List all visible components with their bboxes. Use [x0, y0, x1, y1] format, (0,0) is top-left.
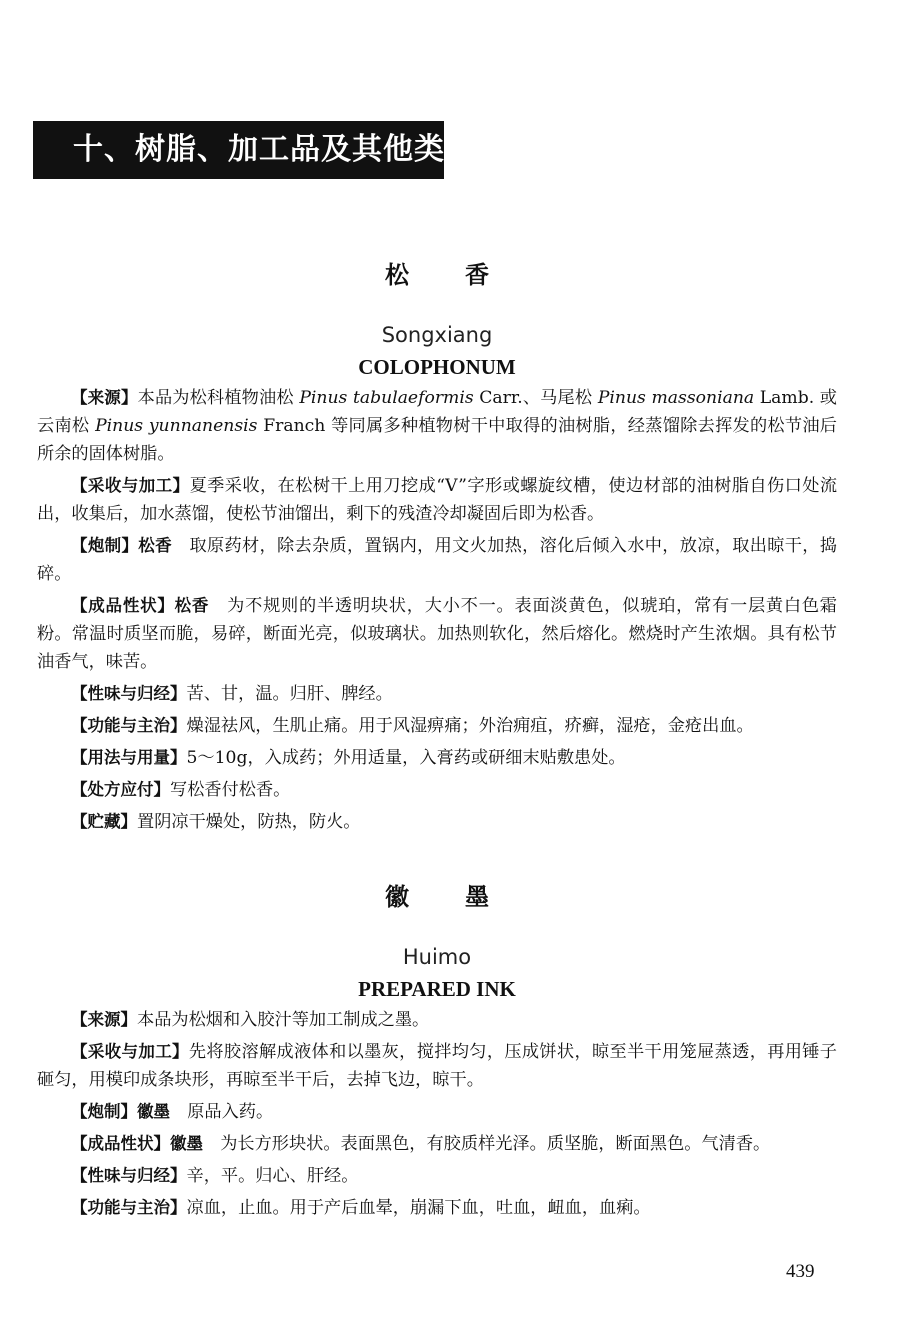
entry-huimo — [37, 880, 837, 1226]
entry-songxiang — [37, 258, 837, 840]
storage-text: 置阴凉干燥处，防热，防火。 — [137, 812, 361, 832]
nature-label: 【性味与归经】 — [71, 684, 187, 703]
entry-latin-name: COLOPHONUM — [358, 355, 516, 379]
function-label: 【功能与主治】 — [71, 716, 187, 735]
process-text: 取原药材，除去杂质，置锅内，用文火加热，溶化后倾入水中，放凉，取出晾干，捣碎。 — [37, 536, 837, 584]
source-text-4: Franch 等同属多种植物树干中取得的油树脂，经蒸馏除去挥发的松节油后所余的固体树脂。 — [37, 416, 837, 464]
traits-label: 【成品性状】徽墨 — [71, 1134, 203, 1153]
source-text-3: Lamb. 或云南松 — [37, 388, 837, 436]
function-text: 燥湿祛风，生肌止痛。用于风湿痹痛；外治痈疽，疥癣，湿疮，金疮出血。 — [186, 716, 754, 736]
nature-paragraph — [37, 1162, 837, 1190]
usage-text: 5～10g，入成药；外用适量，入膏药或研细末贴敷患处。 — [186, 748, 626, 768]
nature-paragraph — [37, 680, 837, 708]
harvest-text: 先将胶溶解成液体和以墨灰，搅拌均匀，压成饼状，晾至半干用笼屉蒸透，再用锤子砸匀，用模印成条块形，再晾至半干后，去掉飞边，晾干。 — [37, 1042, 837, 1090]
usage-label: 【用法与用量】 — [71, 748, 187, 767]
function-paragraph — [37, 1194, 837, 1222]
source-paragraph — [37, 384, 837, 468]
page-number: 439 — [786, 1261, 815, 1282]
species-name-3: Pinus yunnanensis — [95, 416, 258, 436]
traits-text: 为不规则的半透明块状，大小不一。表面淡黄色，似琥珀，常有一层黄白色霜粉。常温时质坚而脆，易碎，断面光亮，似玻璃状。加热则软化，然后熔化。燃烧时产生浓烟。具有松节油香气，味苦。 — [37, 596, 837, 672]
source-text-1: 本品为松科植物油松 — [137, 388, 300, 408]
process-text: 原品入药。 — [170, 1102, 274, 1122]
traits-paragraph — [37, 1130, 837, 1158]
section-title: 十、树脂、加工品及其他类 — [73, 132, 445, 167]
harvest-paragraph — [37, 472, 837, 528]
process-label: 【炮制】徽墨 — [71, 1102, 170, 1121]
entry-latin-name: PREPARED INK — [358, 977, 516, 1001]
species-name-1: Pinus tabulaeformis — [299, 388, 474, 408]
harvest-paragraph — [37, 1038, 837, 1094]
source-label: 【来源】 — [71, 388, 138, 407]
function-text: 凉血，止血。用于产后血晕，崩漏下血，吐血，衄血，血痢。 — [186, 1198, 651, 1218]
entry-pinyin: Songxiang — [381, 323, 493, 347]
source-text-2: Carr.、马尾松 — [473, 388, 598, 408]
traits-text: 为长方形块状。表面黑色，有胶质样光泽。质坚脆，断面黑色。气清香。 — [203, 1134, 771, 1154]
storage-paragraph — [37, 808, 837, 836]
traits-label: 【成品性状】松香 — [71, 596, 210, 615]
harvest-label: 【采收与加工】 — [71, 1042, 189, 1061]
traits-paragraph — [37, 592, 837, 676]
nature-text: 苦、甘，温。归肝、脾经。 — [186, 684, 393, 704]
species-name-2: Pinus massoniana — [597, 388, 755, 408]
harvest-label: 【采收与加工】 — [71, 476, 190, 495]
process-label: 【炮制】松香 — [71, 536, 172, 555]
process-paragraph — [37, 1098, 837, 1126]
function-label: 【功能与主治】 — [71, 1198, 187, 1217]
prescription-text: 写松香付松香。 — [170, 780, 291, 800]
nature-label: 【性味与归经】 — [71, 1166, 187, 1185]
source-paragraph — [37, 1006, 837, 1034]
nature-text: 辛，平。归心、肝经。 — [186, 1166, 359, 1186]
harvest-text: 夏季采收，在松树干上用刀挖成“V”字形或螺旋纹槽，使边材部的油树脂自伤口处流出，收集后，加水蒸馏，使松节油馏出，剩下的残渣冷却凝固后即为松香。 — [37, 476, 838, 524]
storage-label: 【贮藏】 — [71, 812, 137, 831]
usage-paragraph — [37, 744, 837, 772]
prescription-label: 【处方应付】 — [71, 780, 170, 799]
function-paragraph — [37, 712, 837, 740]
entry-title: 松香 — [385, 261, 545, 289]
source-text: 本品为松烟和入胶汁等加工制成之墨。 — [137, 1010, 430, 1030]
source-label: 【来源】 — [71, 1010, 137, 1029]
process-paragraph — [37, 532, 837, 588]
section-banner — [33, 121, 444, 179]
entry-pinyin: Huimo — [402, 945, 472, 969]
prescription-paragraph — [37, 776, 837, 804]
entry-title: 徽墨 — [385, 883, 545, 911]
